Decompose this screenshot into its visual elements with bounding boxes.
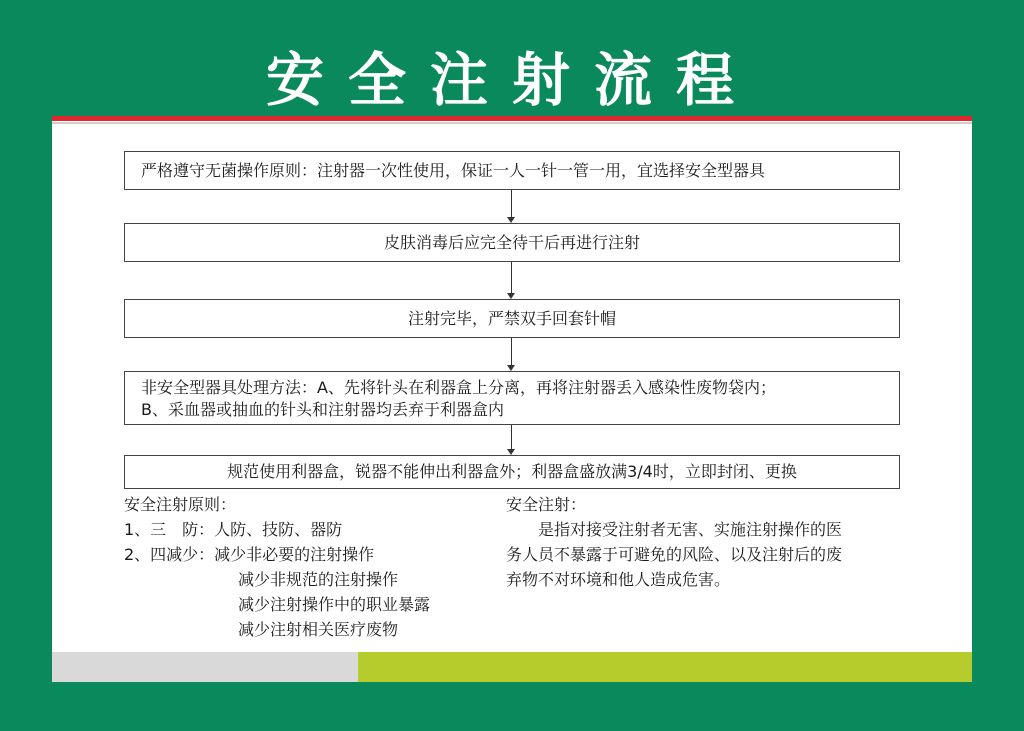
flow-arrow-4 xyxy=(511,425,513,455)
bottom-lime-bar xyxy=(358,652,972,682)
content-panel xyxy=(52,116,972,682)
flow-step-3-text: 注射完毕，严禁双手回套针帽 xyxy=(407,309,616,328)
flow-arrow-3 xyxy=(511,338,513,371)
flow-step-4 xyxy=(124,371,900,425)
principles-item-2-sub-3: 减少注射相关医疗废物 xyxy=(238,620,399,639)
flow-step-4-line-2: B、采血器或抽血的针头和注射器均丢弃于利器盒内 xyxy=(141,400,504,419)
principles-heading: 安全注射原则： xyxy=(124,495,237,514)
definition-line-3: 弃物不对环境和他人造成危害。 xyxy=(506,570,731,589)
flow-step-5 xyxy=(124,455,900,489)
flow-arrow-2 xyxy=(511,262,513,299)
flow-step-2 xyxy=(124,223,900,262)
definition-heading: 安全注射： xyxy=(506,495,587,514)
definition-line-1: 是指对接受注射者无害、实施注射操作的医 xyxy=(538,520,843,539)
page-title: 安全注射流程 xyxy=(265,46,758,114)
principles-item-1: 1、三 防：人防、技防、器防 xyxy=(124,520,343,539)
flow-arrow-1 xyxy=(511,190,513,223)
flow-step-2-text: 皮肤消毒后应完全待干后再进行注射 xyxy=(383,233,640,252)
top-red-divider xyxy=(52,116,972,121)
flow-step-4-line-1: 非安全型器具处理方法：A、先将针头在利器盒上分离，再将注射器丢入感染性废物袋内； xyxy=(141,378,776,397)
principles-item-2-sub-2: 减少注射操作中的职业暴露 xyxy=(238,595,431,614)
flow-step-5-text: 规范使用利器盒，锐器不能伸出利器盒外；利器盒盛放满3/4时，立即封闭、更换 xyxy=(227,462,797,481)
flow-step-3 xyxy=(124,299,900,338)
top-gray-divider xyxy=(52,122,972,124)
flow-step-1 xyxy=(124,151,900,190)
definition-line-2: 务人员不暴露于可避免的风险、以及注射后的废 xyxy=(506,545,843,564)
principles-item-2-sub-1: 减少非规范的注射操作 xyxy=(238,570,399,589)
bottom-gray-bar xyxy=(52,652,358,682)
flow-step-1-text: 严格遵守无菌操作原则：注射器一次性使用，保证一人一针一管一用，宜选择安全型器具 xyxy=(141,161,766,180)
principles-item-2: 2、四减少：减少非必要的注射操作 xyxy=(124,545,375,564)
